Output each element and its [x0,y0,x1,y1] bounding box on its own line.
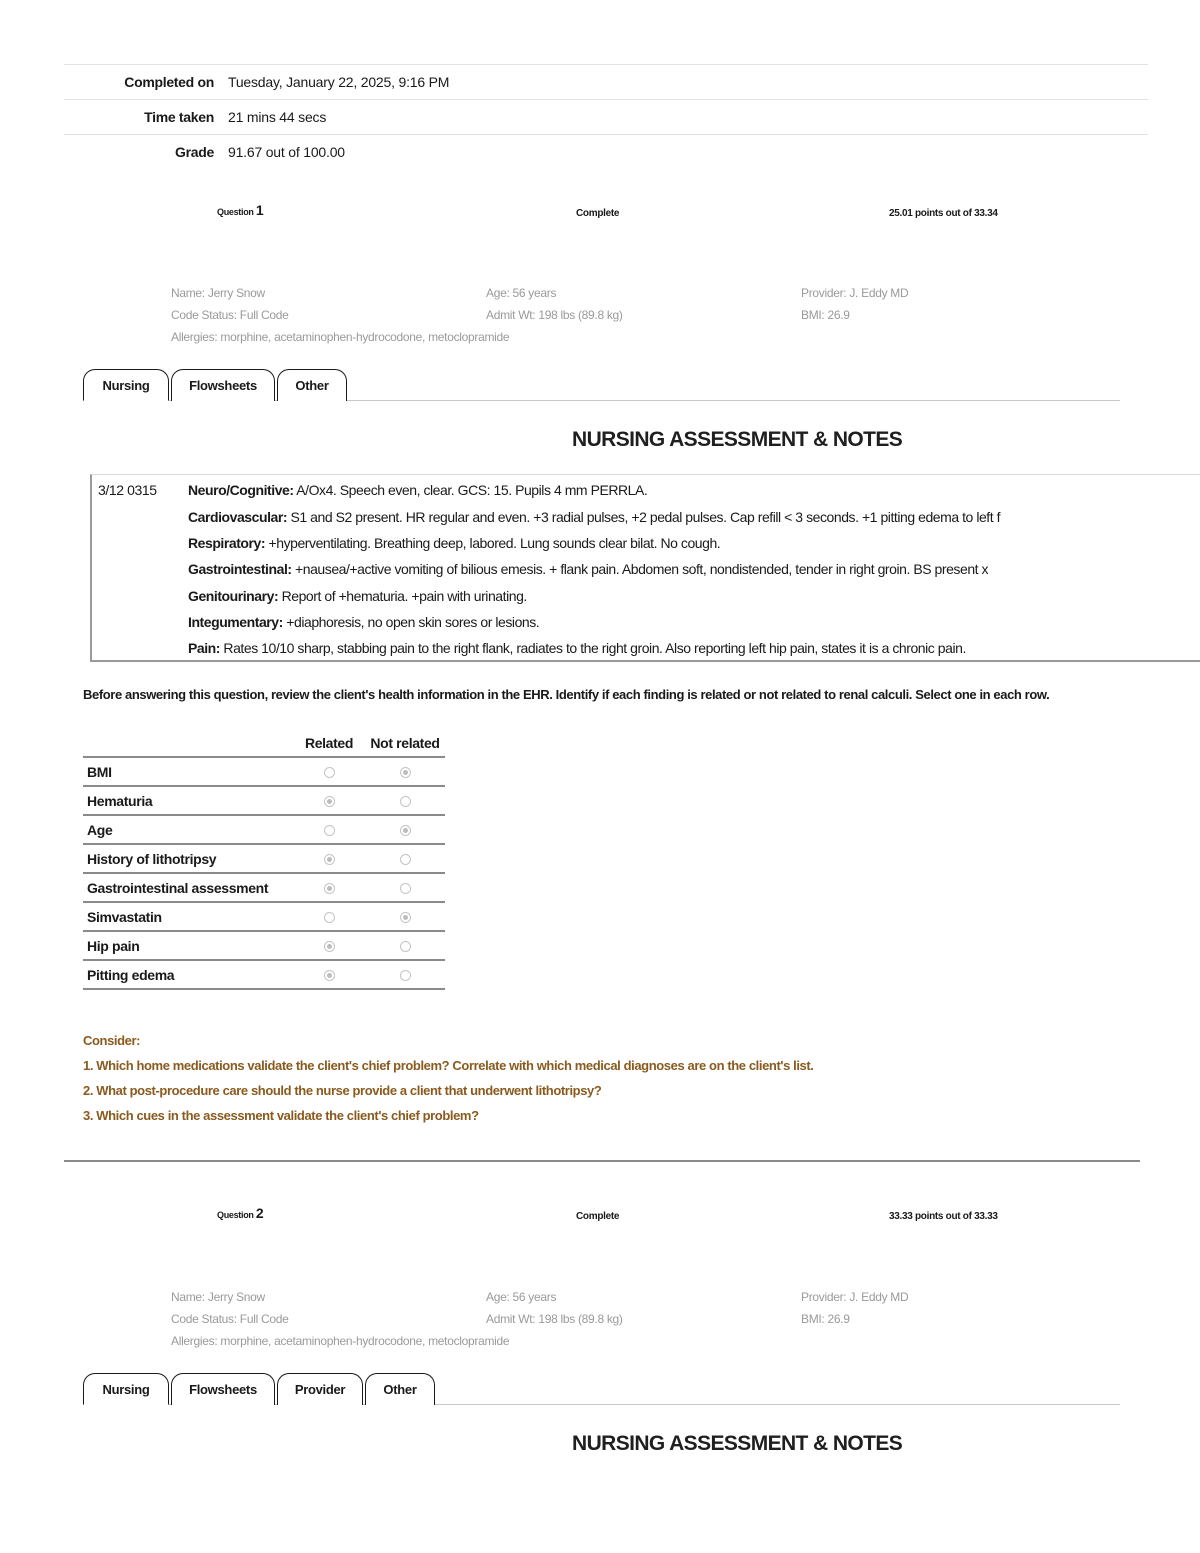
matrix-row-label: History of lithotripsy [83,844,293,873]
question-state: Complete [576,208,620,219]
note-label: Pain: [188,640,220,656]
patient-allergies: Allergies: morphine, acetaminophen-hydrocodone, metoclopramide [171,1334,510,1348]
summary-value: 21 mins 44 secs [228,109,327,125]
patient-age: Age: 56 years [486,286,557,300]
question-number-value: 1 [255,202,264,218]
matrix-cell [365,786,445,815]
matrix-cell [365,815,445,844]
question-prefix: Question [217,207,254,217]
radio-button[interactable] [400,825,411,836]
patient-provider: Provider: J. Eddy MD [801,1290,909,1304]
consider-item: 3. Which cues in the assessment validate the client's chief problem? [83,1108,479,1123]
matrix-cell [365,757,445,786]
note-text: +diaphoresis, no open skin sores or lesions. [282,614,540,630]
question-number-value: 2 [255,1205,264,1221]
section-title: NURSING ASSESSMENT & NOTES [572,428,903,451]
summary-time-row [64,99,1148,134]
radio-button[interactable] [324,825,335,836]
note-text: S1 and S2 present. HR regular and even. +3 radial pulses, +2 pedal pulses. Cap refill < 3 seconds. +1 pitting edema to left f [287,509,1001,525]
patient-bmi: BMI: 26.9 [801,308,850,322]
ehr-tabs [83,364,1120,401]
note-label: Genitourinary: [188,588,279,604]
matrix-table [83,730,445,990]
matrix-row-label: Hip pain [83,931,293,960]
patient-allergies: Allergies: morphine, acetaminophen-hydrocodone, metoclopramide [171,330,510,344]
matrix-row [83,757,445,786]
matrix-cell [365,873,445,902]
summary-label: Grade [175,144,214,160]
patient-name: Name: Jerry Snow [171,286,265,300]
question-number [217,202,263,218]
tab-nursing[interactable]: Nursing [83,1373,169,1405]
patient-name: Name: Jerry Snow [171,1290,265,1304]
note-label: Neuro/Cognitive: [188,482,294,498]
patient-code-status: Code Status: Full Code [171,308,289,322]
matrix-header-row [83,730,445,757]
note-text: A/Ox4. Speech even, clear. GCS: 15. Pupils 4 mm PERRLA. [293,482,648,498]
consider-heading: Consider: [83,1033,141,1048]
note-label: Gastrointestinal: [188,561,292,577]
matrix-row-label: Hematuria [83,786,293,815]
matrix-cell [365,844,445,873]
matrix-cell [293,757,365,786]
matrix-row-label: BMI [83,757,293,786]
nursing-notes [90,474,1200,662]
section-title: NURSING ASSESSMENT & NOTES [572,1432,903,1455]
matrix-header-blank [83,730,293,757]
patient-age: Age: 56 years [486,1290,557,1304]
question-divider [64,1160,1140,1162]
consider-item: 1. Which home medications validate the client's chief problem? Correlate with which medical diagnoses are on the client's list. [83,1058,814,1073]
summary-value: 91.67 out of 100.00 [228,144,345,160]
matrix-cell [293,815,365,844]
question-1-header [0,202,1200,226]
question-mark: 33.33 points out of 33.33 [889,1211,998,1222]
question-2-header [0,1205,1200,1229]
matrix-row [83,815,445,844]
note-line [188,561,988,577]
note-line [188,614,539,630]
radio-button[interactable] [324,854,335,865]
matrix-cell [293,844,365,873]
radio-button[interactable] [324,970,335,981]
radio-button[interactable] [400,854,411,865]
radio-button[interactable] [400,912,411,923]
tab-flowsheets[interactable]: Flowsheets [171,1373,275,1405]
radio-button[interactable] [324,796,335,807]
radio-button[interactable] [324,912,335,923]
patient-provider: Provider: J. Eddy MD [801,286,909,300]
question-prefix: Question [217,1210,254,1220]
radio-button[interactable] [324,883,335,894]
matrix-cell [293,931,365,960]
radio-button[interactable] [400,883,411,894]
matrix-cell [293,873,365,902]
note-line [188,640,966,656]
matrix-col-not-related: Not related [365,730,445,757]
tab-flowsheets[interactable]: Flowsheets [171,369,275,401]
note-line [188,535,720,551]
matrix-row [83,844,445,873]
note-line [188,588,527,604]
matrix-cell [293,960,365,989]
radio-button[interactable] [324,941,335,952]
tab-provider[interactable]: Provider [277,1373,363,1405]
matrix-cell [293,902,365,931]
summary-label: Time taken [144,109,214,125]
note-text: +hyperventilating. Breathing deep, labored. Lung sounds clear bilat. No cough. [265,535,721,551]
note-label: Respiratory: [188,535,266,551]
radio-button[interactable] [324,767,335,778]
matrix-cell [365,902,445,931]
matrix-row-label: Age [83,815,293,844]
question-prompt: Before answering this question, review the client's health information in the EHR. Identify if each finding is related or not related to renal calculi. Select one in each row. [83,687,1050,702]
consider-feedback [83,1033,814,1133]
summary-value: Tuesday, January 22, 2025, 9:16 PM [228,74,450,90]
matrix-row [83,960,445,989]
matrix-row [83,931,445,960]
matrix-cell [365,931,445,960]
summary-label: Completed on [124,74,214,90]
attempt-summary [64,64,1148,169]
tab-other[interactable]: Other [365,1373,435,1405]
note-label: Cardiovascular: [188,509,288,525]
patient-admit-weight: Admit Wt: 198 lbs (89.8 kg) [486,1312,623,1326]
patient-code-status: Code Status: Full Code [171,1312,289,1326]
radio-button[interactable] [400,970,411,981]
note-line [188,482,647,498]
summary-grade-row [64,134,1148,169]
ehr-tabs [83,1368,1120,1405]
note-label: Integumentary: [188,614,283,630]
matrix-col-related: Related [293,730,365,757]
consider-item: 2. What post-procedure care should the nurse provide a client that underwent lithotripsy? [83,1083,602,1098]
radio-button[interactable] [400,796,411,807]
note-text: Rates 10/10 sharp, stabbing pain to the right flank, radiates to the right groin. Also reporting left hip pain, states it is a chronic pain. [219,640,966,656]
question-number [217,1205,263,1221]
note-line [188,509,1000,525]
matrix-row-label: Simvastatin [83,902,293,931]
note-text: +nausea/+active vomiting of bilious emesis. + flank pain. Abdomen soft, nondistended, tender in right groin. BS present x [291,561,989,577]
note-text: Report of +hematuria. +pain with urinating. [278,588,527,604]
radio-button[interactable] [400,767,411,778]
matrix-row [83,902,445,931]
question-state: Complete [576,1211,620,1222]
matrix-row [83,786,445,815]
matrix-row-label: Gastrointestinal assessment [83,873,293,902]
tab-other[interactable]: Other [277,369,347,401]
radio-button[interactable] [400,941,411,952]
summary-completed-row [64,64,1148,99]
tab-nursing[interactable]: Nursing [83,369,169,401]
patient-bmi: BMI: 26.9 [801,1312,850,1326]
note-timestamp: 3/12 0315 [98,482,157,498]
matrix-cell [365,960,445,989]
matrix-row [83,873,445,902]
matrix-cell [293,786,365,815]
matrix-row-label: Pitting edema [83,960,293,989]
question-mark: 25.01 points out of 33.34 [889,208,998,219]
patient-admit-weight: Admit Wt: 198 lbs (89.8 kg) [486,308,623,322]
